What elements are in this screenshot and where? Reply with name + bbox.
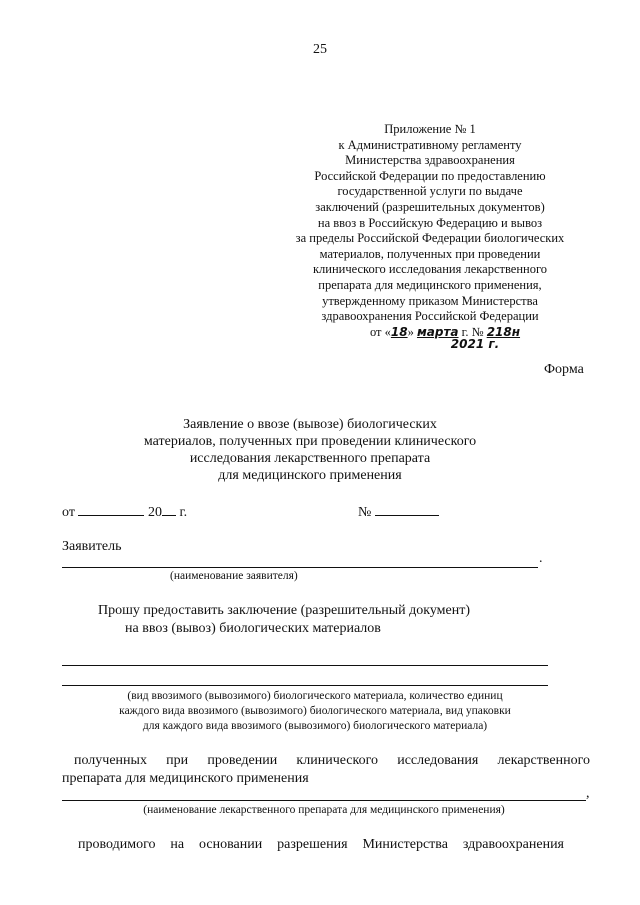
date-day-month-field[interactable] [78, 501, 144, 516]
material-caption-line: каждого вида ввозимого (вывозимого) биологического материала, вид упаковки [119, 705, 511, 717]
handwritten-day: 18 [390, 324, 408, 339]
conducted-line: проводимого на основании разрешения Министерства здравоохранения [78, 837, 564, 852]
material-caption-line: (вид ввозимого (вывозимого) биологического материала, количество единиц [127, 690, 503, 702]
date-year-field[interactable] [162, 501, 176, 516]
number-field[interactable] [375, 501, 439, 516]
date-sep: » [407, 324, 414, 339]
title-line: материалов, полученных при проведении клинического [143, 434, 477, 449]
obtained-line-2: препарата для медицинского применения [62, 771, 309, 786]
date-year-suffix: г. [179, 505, 188, 520]
obtained-line-1: полученных при проведении клинического исследования лекарственного [74, 753, 590, 768]
appendix-line: на ввоз в Российскую Федерацию и вывоз [317, 215, 543, 230]
appendix-line: утвержденному приказом Министерства [322, 293, 538, 308]
date-prefix: от « [369, 324, 391, 339]
appendix-line: за пределы Российской Федерации биологических [295, 231, 565, 246]
date-row [62, 501, 187, 521]
applicant-label: Заявитель [62, 539, 122, 554]
date-from-label: от [62, 505, 75, 520]
appendix-line: препарата для медицинского применения, [318, 277, 542, 292]
applicant-dot: . [539, 551, 543, 566]
handwritten-year: 2021 г. [450, 337, 500, 352]
appendix-block [272, 122, 588, 353]
form-title [100, 416, 520, 484]
appendix-line: клинического исследования лекарственного [312, 262, 548, 277]
material-field-line-2[interactable] [62, 685, 548, 686]
date-mid: г. № [458, 324, 484, 339]
applicant-field[interactable] [62, 567, 538, 568]
form-label: Форма [544, 362, 584, 377]
appendix-line: здравоохранения Российской Федерации [321, 309, 539, 324]
material-caption [90, 689, 540, 734]
title-line: Заявление о ввозе (вывозе) биологических [183, 417, 437, 432]
drug-comma: , [586, 786, 590, 801]
number-row [358, 501, 439, 521]
request-line-1: Прошу предоставить заключение (разрешительный документ) [98, 603, 470, 618]
material-field-line-1[interactable] [62, 665, 548, 666]
date-century: 20 [147, 505, 162, 520]
drug-caption: (наименование лекарственного препарата для медицинского применения) [143, 804, 505, 816]
appendix-line: материалов, полученных при проведении [319, 246, 541, 261]
appendix-line: к Административному регламенту [338, 137, 522, 152]
material-caption-line: для каждого вида ввозимого (вывозимого) биологического материала) [142, 720, 488, 732]
page-number: 25 [313, 42, 327, 57]
appendix-line: Российской Федерации по предоставлению [314, 168, 546, 183]
request-line-2: на ввоз (вывоз) биологических материалов [125, 621, 381, 636]
title-line: исследования лекарственного препарата [189, 451, 431, 466]
appendix-line: Приложение № 1 [384, 122, 476, 136]
appendix-line: заключений (разрешительных документов) [315, 199, 545, 214]
title-line: для медицинского применения [218, 468, 402, 483]
drug-name-field[interactable] [62, 800, 586, 801]
appendix-line: государственной услуги по выдаче [337, 184, 523, 199]
handwritten-number: 218н [486, 324, 521, 339]
handwritten-month: марта [416, 324, 459, 339]
applicant-caption: (наименование заявителя) [170, 570, 298, 582]
number-sign: № [358, 505, 372, 520]
appendix-line: Министерства здравоохранения [345, 153, 515, 168]
